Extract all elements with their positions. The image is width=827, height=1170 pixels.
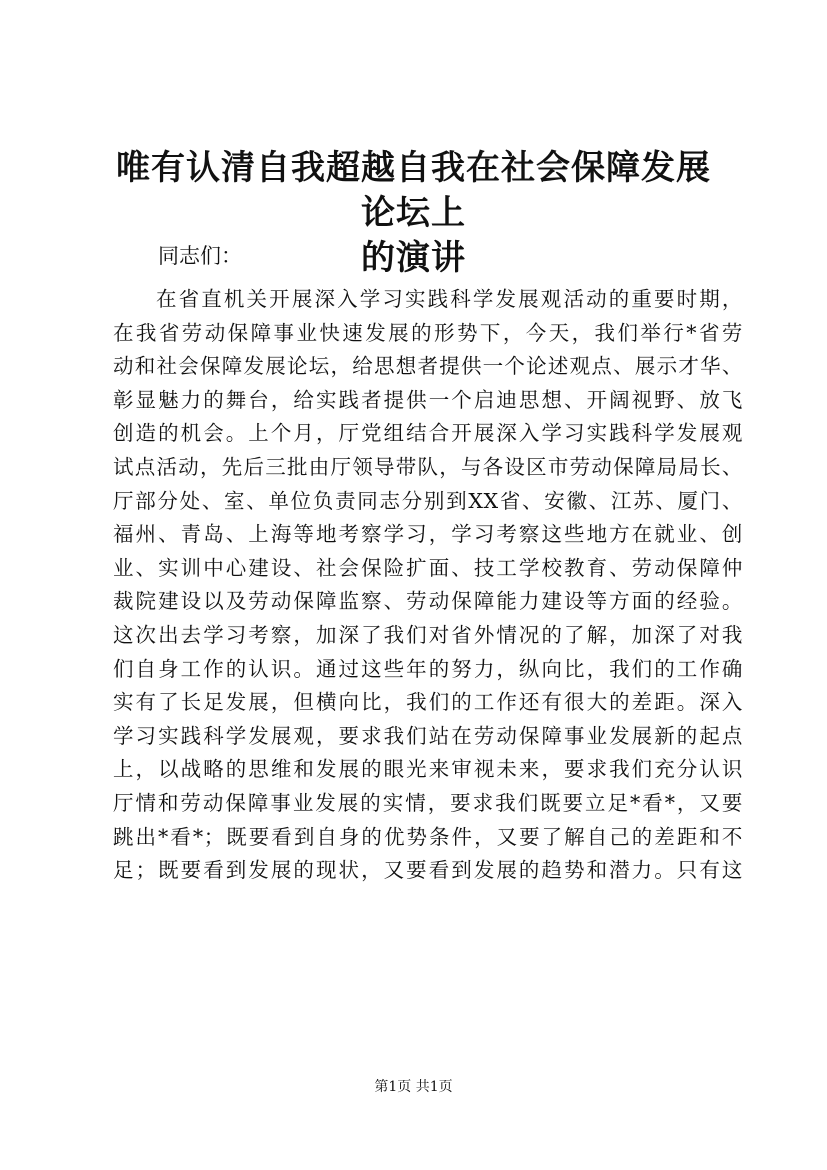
body-text [113, 283, 743, 888]
body-line: 创造的机会。上个月，厅党组结合开展深入学习实践科学发展观 [113, 421, 743, 446]
body-line: 业、实训中心建设、社会保险扩面、技工学校教育、劳动保障仲 [113, 555, 743, 580]
body-line: 在省直机关开展深入学习实践科学发展观活动的重要时期， [156, 287, 743, 311]
body-line: 上，以战略的思维和发展的眼光来审视未来，要求我们充分认识 [113, 757, 743, 782]
body-line: 彰显魅力的舞台，给实践者提供一个启迪思想、开阔视野、放飞 [113, 387, 743, 412]
page-footer: 第1页 共1页 [374, 1079, 453, 1095]
body-line: 试点活动，先后三批由厅领导带队，与各设区市劳动保障局局长、 [113, 454, 743, 479]
body-line: 足；既要看到发展的现状，又要看到发展的趋势和潜力。只有这 [113, 858, 743, 883]
body-line: 厅部分处、室、单位负责同志分别到XX省、安徽、江苏、厦门、 [113, 488, 743, 513]
body-line: 在我省劳动保障事业快速发展的形势下，今天，我们举行*省劳 [113, 320, 743, 345]
body-line: 们自身工作的认识。通过这些年的努力，纵向比，我们的工作确 [113, 656, 743, 681]
body-line: 裁院建设以及劳动保障监察、劳动保障能力建设等方面的经验。 [113, 589, 743, 614]
body-line: 学习实践科学发展观，要求我们站在劳动保障事业发展新的起点 [113, 723, 743, 748]
body-line: 这次出去学习考察，加深了我们对省外情况的了解，加深了对我 [113, 622, 743, 647]
title-line-1: 唯有认清自我超越自我在社会保障发展论坛上 [116, 148, 711, 233]
body-line: 动和社会保障发展论坛，给思想者提供一个论述观点、展示才华、 [113, 354, 743, 379]
body-line: 福州、青岛、上海等地考察学习，学习考察这些地方在就业、创 [113, 522, 743, 547]
title-line-2: 的演讲 [361, 238, 466, 278]
body-line: 厅情和劳动保障事业发展的实情，要求我们既要立足*看*，又要 [113, 790, 743, 815]
body-line: 实有了长足发展，但横向比，我们的工作还有很大的差距。深入 [113, 690, 743, 715]
salutation: 同志们： [158, 244, 242, 268]
body-line: 跳出*看*；既要看到自身的优势条件，又要了解自己的差距和不 [113, 824, 743, 849]
